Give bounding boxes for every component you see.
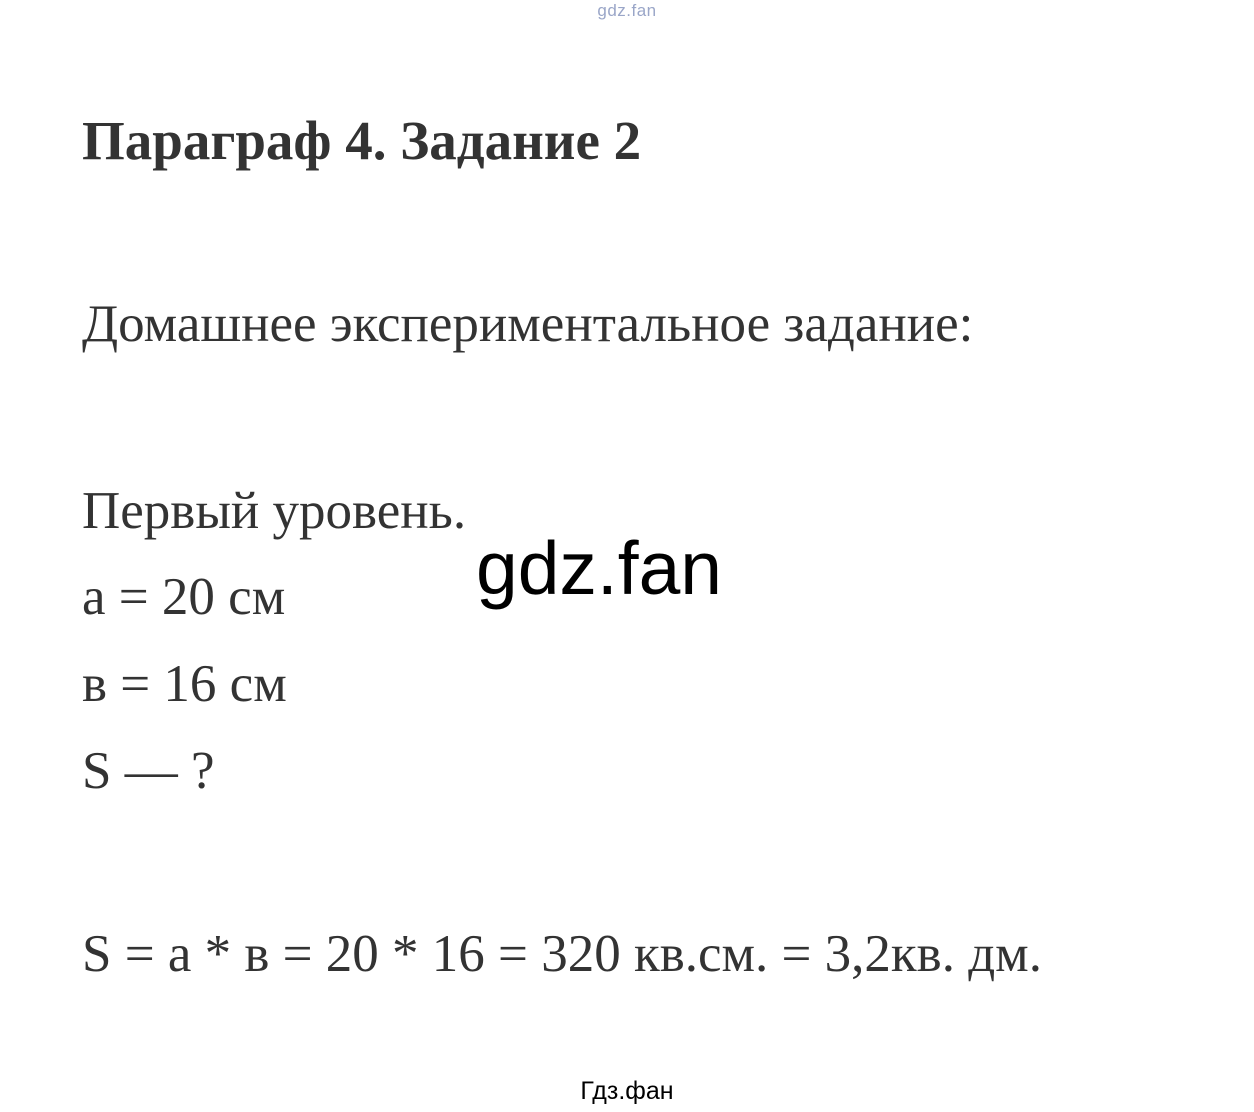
center-watermark: gdz.fan	[476, 526, 723, 610]
page-title: Параграф 4. Задание 2	[82, 110, 642, 171]
unknown-area: S — ?	[82, 742, 215, 800]
top-watermark: gdz.fan	[597, 1, 657, 20]
level-heading: Первый уровень.	[82, 482, 467, 540]
solution-formula: S = а * в = 20 * 16 = 320 кв.см. = 3,2кв. дм.	[82, 925, 1042, 983]
task-subtitle: Домашнее экспериментальное задание:	[82, 295, 974, 353]
given-side-a: а = 20 см	[82, 568, 286, 626]
given-side-b: в = 16 см	[82, 655, 287, 713]
bottom-watermark: Гдз.фан	[580, 1077, 674, 1105]
